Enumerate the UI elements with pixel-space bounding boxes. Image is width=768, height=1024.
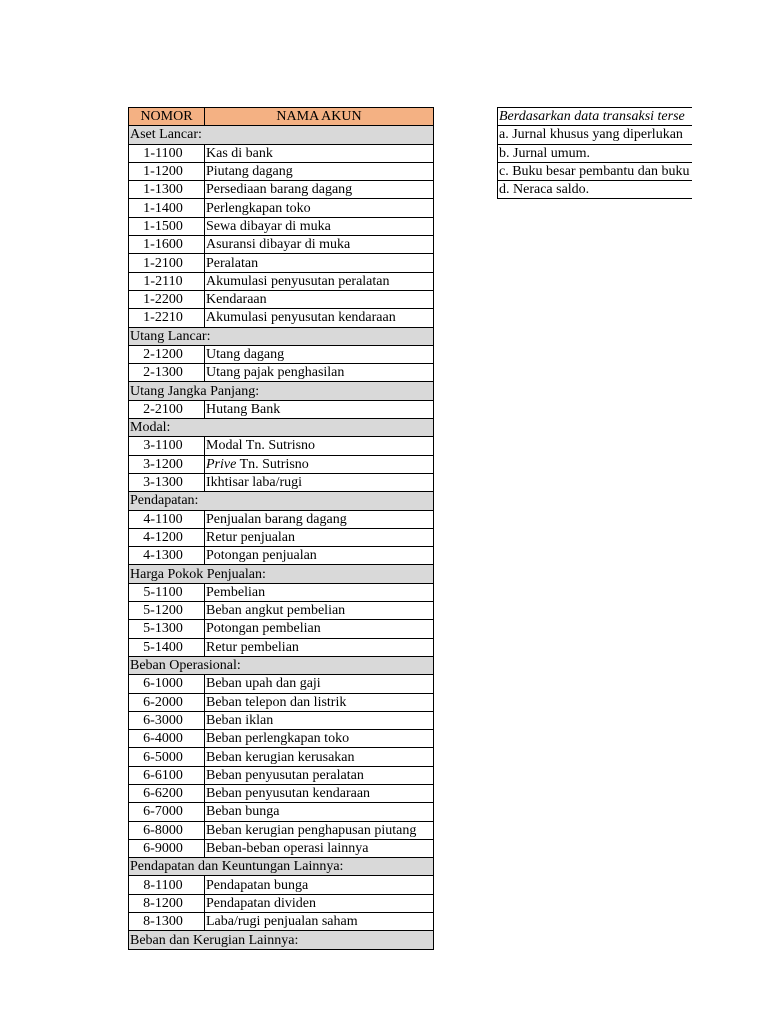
account-number: 5-1200 <box>129 602 205 620</box>
account-row <box>129 144 434 162</box>
category-label: Utang Lancar: <box>129 327 434 345</box>
account-number: 8-1100 <box>129 876 205 894</box>
account-name: Utang dagang <box>206 347 285 362</box>
account-number: 8-1200 <box>129 894 205 912</box>
account-number: 6-5000 <box>129 748 205 766</box>
account-name-cell <box>205 730 434 748</box>
account-number: 4-1100 <box>129 510 205 528</box>
account-name-cell <box>205 345 434 363</box>
account-name-cell <box>205 894 434 912</box>
account-name: Sewa dibayar di muka <box>206 218 331 234</box>
account-row <box>129 254 434 272</box>
account-name: Beban telepon dan listrik <box>206 694 347 710</box>
account-name: Hutang Bank <box>206 401 281 417</box>
account-name-cell <box>205 510 434 528</box>
account-number: 5-1400 <box>129 638 205 656</box>
account-row <box>129 675 434 693</box>
account-name: Beban angkut pembelian <box>206 603 346 619</box>
account-number: 5-1300 <box>129 620 205 638</box>
account-number: 1-1200 <box>129 162 205 180</box>
account-row <box>129 638 434 656</box>
account-number: 1-2210 <box>129 309 205 327</box>
account-name: Pendapatan bunga <box>206 877 309 893</box>
table-header-row <box>129 108 434 126</box>
account-row <box>129 693 434 711</box>
account-row <box>129 602 434 620</box>
account-row <box>129 913 434 931</box>
account-number: 4-1300 <box>129 547 205 565</box>
category-label: Modal: <box>129 419 434 437</box>
account-number: 6-7000 <box>129 803 205 821</box>
task-list <box>498 108 693 199</box>
category-row <box>129 656 434 674</box>
account-name: Perlengkapan toko <box>206 200 311 216</box>
account-row <box>129 364 434 382</box>
category-row <box>129 327 434 345</box>
account-row <box>129 620 434 638</box>
account-name-cell <box>205 638 434 656</box>
account-number: 1-1100 <box>129 144 205 162</box>
account-number: 2-2100 <box>129 400 205 418</box>
account-name: Potongan penjualan <box>206 548 317 564</box>
account-number: 5-1100 <box>129 583 205 601</box>
account-row <box>129 272 434 290</box>
account-name-cell <box>205 766 434 784</box>
task-item-row <box>498 126 693 144</box>
account-name: Kas di bank <box>206 145 273 161</box>
account-row <box>129 766 434 784</box>
account-name-cell <box>205 290 434 308</box>
column-header-number: NOMOR <box>129 108 205 126</box>
account-name: Kendaraan <box>206 292 267 308</box>
account-name: Beban iklan <box>206 712 274 728</box>
account-number: 6-1000 <box>129 675 205 693</box>
account-name: Retur penjualan <box>206 529 296 545</box>
category-label: Harga Pokok Penjualan: <box>129 565 434 583</box>
account-row <box>129 510 434 528</box>
account-name: Retur pembelian <box>206 639 299 655</box>
account-row <box>129 711 434 729</box>
account-number: 3-1200 <box>129 455 205 473</box>
account-row <box>129 803 434 821</box>
account-number: 1-2100 <box>129 254 205 272</box>
account-name-cell <box>205 547 434 565</box>
account-row <box>129 455 434 473</box>
account-name-italic: Prive <box>206 456 237 472</box>
account-row <box>129 309 434 327</box>
account-name: Pembelian <box>206 584 266 600</box>
category-label: Pendapatan: <box>129 492 434 510</box>
account-name: Piutang dagang <box>206 164 293 180</box>
account-name: Beban-beban operasi lainnya <box>206 841 369 857</box>
account-number: 6-3000 <box>129 711 205 729</box>
task-instructions <box>497 107 692 199</box>
account-row <box>129 437 434 455</box>
category-row <box>129 419 434 437</box>
account-row <box>129 547 434 565</box>
account-name-cell <box>205 217 434 235</box>
account-name-cell <box>205 272 434 290</box>
account-name-cell <box>205 437 434 455</box>
account-name: Beban penyusutan kendaraan <box>206 786 371 802</box>
account-row <box>129 162 434 180</box>
category-label: Pendapatan dan Keuntungan Lainnya: <box>129 858 434 876</box>
account-name-cell <box>205 784 434 802</box>
account-name-cell <box>205 236 434 254</box>
account-row <box>129 345 434 363</box>
account-row <box>129 181 434 199</box>
account-name-cell <box>205 364 434 382</box>
account-name-cell <box>205 913 434 931</box>
table-body <box>129 126 434 949</box>
account-name-cell <box>205 455 434 473</box>
account-name-cell <box>205 181 434 199</box>
account-number: 8-1300 <box>129 913 205 931</box>
account-number: 3-1100 <box>129 437 205 455</box>
category-row <box>129 492 434 510</box>
account-number: 3-1300 <box>129 473 205 491</box>
account-name-cell <box>205 675 434 693</box>
task-item-row <box>498 144 693 162</box>
account-row <box>129 784 434 802</box>
category-label: Utang Jangka Panjang: <box>129 382 434 400</box>
account-number: 6-9000 <box>129 839 205 857</box>
account-number: 6-2000 <box>129 693 205 711</box>
column-header-account-name: NAMA AKUN <box>205 108 434 126</box>
category-row <box>129 931 434 949</box>
account-row <box>129 730 434 748</box>
account-name-cell <box>205 400 434 418</box>
account-row <box>129 199 434 217</box>
account-name-cell <box>205 821 434 839</box>
account-name: Beban penyusutan peralatan <box>206 767 364 783</box>
account-name: Beban bunga <box>206 804 280 820</box>
account-row <box>129 839 434 857</box>
account-row <box>129 748 434 766</box>
account-name: Beban kerugian kerusakan <box>206 749 355 765</box>
category-label: Beban dan Kerugian Lainnya: <box>129 931 434 949</box>
task-item: d. Neraca saldo. <box>498 181 693 199</box>
account-name-cell <box>205 620 434 638</box>
account-name-cell <box>205 602 434 620</box>
category-row <box>129 858 434 876</box>
account-row <box>129 400 434 418</box>
task-item: c. Buku besar pembantu dan buku <box>498 162 693 180</box>
account-row <box>129 528 434 546</box>
account-name: Ikhtisar laba/rugi <box>206 475 303 491</box>
category-row <box>129 126 434 144</box>
account-row <box>129 290 434 308</box>
account-name-cell <box>205 748 434 766</box>
category-label: Beban Operasional: <box>129 656 434 674</box>
account-row <box>129 217 434 235</box>
account-number: 6-4000 <box>129 730 205 748</box>
category-row <box>129 382 434 400</box>
account-name-cell <box>205 711 434 729</box>
account-row <box>129 236 434 254</box>
task-item: b. Jurnal umum. <box>498 144 693 162</box>
account-row <box>129 821 434 839</box>
account-name: Potongan pembelian <box>206 621 321 637</box>
account-name-cell <box>205 199 434 217</box>
account-name: Laba/rugi penjualan saham <box>206 914 358 930</box>
account-name-cell <box>205 839 434 857</box>
account-number: 1-1400 <box>129 199 205 217</box>
account-name-cell <box>205 309 434 327</box>
account-number: 2-1300 <box>129 364 205 382</box>
account-name: Persediaan barang dagang <box>206 182 353 198</box>
account-name: Penjualan barang dagang <box>206 511 347 527</box>
account-name-cell <box>205 254 434 272</box>
account-number: 1-1300 <box>129 181 205 199</box>
task-item-row <box>498 162 693 180</box>
task-intro-row <box>498 108 693 126</box>
account-name-cell <box>205 583 434 601</box>
account-row <box>129 473 434 491</box>
account-number: 1-1500 <box>129 217 205 235</box>
account-name: Beban perlengkapan toko <box>206 731 350 747</box>
category-row <box>129 565 434 583</box>
account-name: Akumulasi penyusutan kendaraan <box>206 310 396 326</box>
account-row <box>129 583 434 601</box>
account-row <box>129 894 434 912</box>
account-name: Akumulasi penyusutan peralatan <box>206 273 390 289</box>
account-number: 1-2200 <box>129 290 205 308</box>
account-name: Peralatan <box>206 255 259 271</box>
account-name: Beban kerugian penghapusan piutang <box>206 822 417 838</box>
account-number: 2-1200 <box>129 345 205 363</box>
account-number: 6-6100 <box>129 766 205 784</box>
account-name-cell <box>205 162 434 180</box>
account-name: Asuransi dibayar di muka <box>206 237 351 253</box>
account-name-cell <box>205 528 434 546</box>
account-name-cell <box>205 803 434 821</box>
account-number: 4-1200 <box>129 528 205 546</box>
task-item-row <box>498 181 693 199</box>
task-intro-text: Berdasarkan data transaksi terse <box>498 108 693 126</box>
category-label: Aset Lancar: <box>129 126 434 144</box>
account-name-cell <box>205 876 434 894</box>
account-number: 6-8000 <box>129 821 205 839</box>
account-number: 1-2110 <box>129 272 205 290</box>
task-item: a. Jurnal khusus yang diperlukan <box>498 126 693 144</box>
account-number: 6-6200 <box>129 784 205 802</box>
account-name: Pendapatan dividen <box>206 895 317 911</box>
account-name: Modal Tn. Sutrisno <box>206 438 316 454</box>
account-number: 1-1600 <box>129 236 205 254</box>
account-name-cell <box>205 693 434 711</box>
account-name: Utang pajak penghasilan <box>206 365 345 381</box>
account-name: Beban upah dan gaji <box>206 676 321 692</box>
account-row <box>129 876 434 894</box>
account-name: Tn. Sutrisno <box>236 456 309 472</box>
account-name-cell <box>205 144 434 162</box>
account-name-cell <box>205 473 434 491</box>
chart-of-accounts-table <box>128 107 434 950</box>
